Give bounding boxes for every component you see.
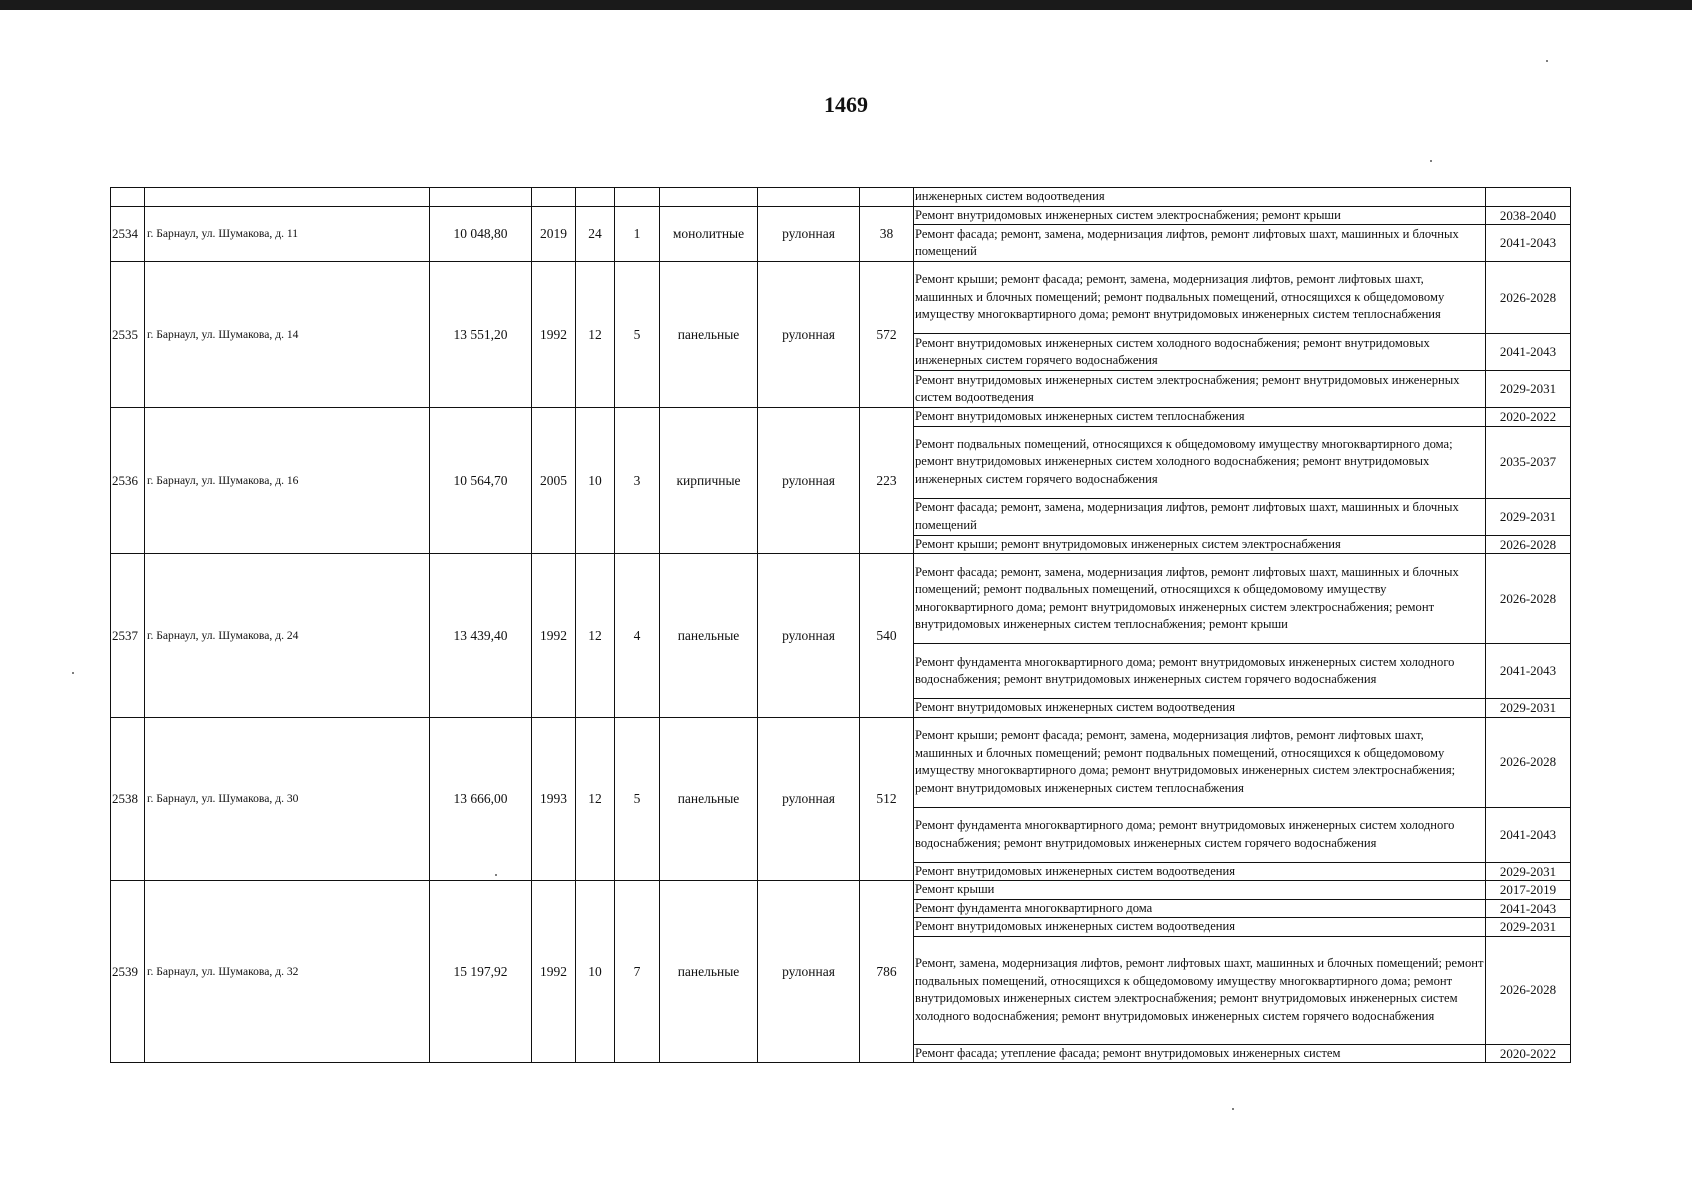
work-description: Ремонт фундамента многоквартирного дома; ремонт внутридомовых инженерных систем холодного водоснабжения; ремонт внутридомовых инженерных систем горячего водоснабжения xyxy=(914,644,1486,699)
table-row xyxy=(111,262,1571,334)
cell-address xyxy=(145,188,430,207)
work-description: Ремонт крыши xyxy=(914,881,1486,900)
cell-residents: 512 xyxy=(860,717,914,881)
scan-top-edge xyxy=(0,0,1692,10)
scan-speck xyxy=(1232,1108,1234,1110)
work-description: Ремонт подвальных помещений, относящихся к общедомовому имуществу многоквартирного дома; ремонт внутридомовых инженерных систем холодного водоснабжения; ремонт внутридомовых инженерных систем горячего водоснабжения xyxy=(914,426,1486,498)
cell-area: 13 666,00 xyxy=(430,717,532,881)
cell-year: 1992 xyxy=(532,881,576,1063)
cell-entrances: 1 xyxy=(615,206,660,262)
cell-roof: рулонная xyxy=(758,206,860,262)
work-description: Ремонт фундамента многоквартирного дома xyxy=(914,899,1486,918)
work-period: 2026-2028 xyxy=(1486,717,1571,807)
work-period: 2029-2031 xyxy=(1486,699,1571,718)
work-description: Ремонт внутридомовых инженерных систем водоотведения xyxy=(914,862,1486,881)
cell-num: 2535 xyxy=(111,262,145,408)
cell-roof: рулонная xyxy=(758,717,860,881)
cell-residents xyxy=(860,188,914,207)
cell-year: 1992 xyxy=(532,554,576,718)
continuation-row xyxy=(111,188,1571,207)
work-period: 2041-2043 xyxy=(1486,644,1571,699)
work-description: инженерных систем водоотведения xyxy=(914,188,1486,207)
cell-address: г. Барнаул, ул. Шумакова, д. 32 xyxy=(145,881,430,1063)
work-period xyxy=(1486,188,1571,207)
work-description: Ремонт внутридомовых инженерных систем электроснабжения; ремонт крыши xyxy=(914,206,1486,225)
cell-floors xyxy=(576,188,615,207)
cell-roof: рулонная xyxy=(758,881,860,1063)
work-period: 2020-2022 xyxy=(1486,408,1571,427)
repair-schedule-table xyxy=(110,187,1571,1063)
work-description: Ремонт внутридомовых инженерных систем водоотведения xyxy=(914,699,1486,718)
work-period: 2029-2031 xyxy=(1486,918,1571,937)
cell-year: 1992 xyxy=(532,262,576,408)
cell-walls: панельные xyxy=(660,717,758,881)
work-description: Ремонт фундамента многоквартирного дома; ремонт внутридомовых инженерных систем холодного водоснабжения; ремонт внутридомовых инженерных систем горячего водоснабжения xyxy=(914,807,1486,862)
cell-walls: панельные xyxy=(660,262,758,408)
cell-residents: 38 xyxy=(860,206,914,262)
cell-year: 2019 xyxy=(532,206,576,262)
cell-year: 2005 xyxy=(532,408,576,554)
cell-walls: панельные xyxy=(660,881,758,1063)
table-row xyxy=(111,717,1571,807)
cell-floors: 10 xyxy=(576,408,615,554)
cell-floors: 24 xyxy=(576,206,615,262)
cell-address: г. Барнаул, ул. Шумакова, д. 14 xyxy=(145,262,430,408)
work-period: 2041-2043 xyxy=(1486,899,1571,918)
cell-residents: 572 xyxy=(860,262,914,408)
table-row xyxy=(111,554,1571,644)
work-period: 2026-2028 xyxy=(1486,936,1571,1044)
work-description: Ремонт крыши; ремонт фасада; ремонт, замена, модернизация лифтов, ремонт лифтовых шахт, машинных и блочных помещений; ремонт подвальных помещений, относящихся к общедомовому имуществу многоквартирного дома; ремонт внутридомовых инженерных систем теплоснабжения xyxy=(914,262,1486,334)
cell-area: 10 564,70 xyxy=(430,408,532,554)
work-period: 2026-2028 xyxy=(1486,554,1571,644)
work-period: 2041-2043 xyxy=(1486,807,1571,862)
work-description: Ремонт фасада; ремонт, замена, модернизация лифтов, ремонт лифтовых шахт, машинных и блочных помещений xyxy=(914,498,1486,535)
work-period: 2035-2037 xyxy=(1486,426,1571,498)
cell-entrances: 3 xyxy=(615,408,660,554)
table-row xyxy=(111,881,1571,900)
cell-walls: монолитные xyxy=(660,206,758,262)
cell-floors: 12 xyxy=(576,262,615,408)
cell-roof: рулонная xyxy=(758,262,860,408)
work-period: 2026-2028 xyxy=(1486,535,1571,554)
cell-floors: 10 xyxy=(576,881,615,1063)
cell-roof: рулонная xyxy=(758,554,860,718)
scan-speck xyxy=(1430,160,1432,162)
cell-entrances: 7 xyxy=(615,881,660,1063)
table-row xyxy=(111,206,1571,225)
work-period: 2029-2031 xyxy=(1486,862,1571,881)
cell-num xyxy=(111,188,145,207)
work-description: Ремонт внутридомовых инженерных систем теплоснабжения xyxy=(914,408,1486,427)
cell-residents: 786 xyxy=(860,881,914,1063)
cell-area: 10 048,80 xyxy=(430,206,532,262)
cell-roof: рулонная xyxy=(758,408,860,554)
work-description: Ремонт фасада; ремонт, замена, модернизация лифтов, ремонт лифтовых шахт, машинных и блочных помещений; ремонт подвальных помещений, относящихся к общедомовому имуществу многоквартирного дома; ремонт внутридомовых инженерных систем электроснабжения; ремонт внутридомовых инженерных систем теплоснабжения; ремонт крыши xyxy=(914,554,1486,644)
cell-year: 1993 xyxy=(532,717,576,881)
cell-walls: панельные xyxy=(660,554,758,718)
scan-speck xyxy=(72,672,74,674)
cell-roof xyxy=(758,188,860,207)
work-description: Ремонт фасада; ремонт, замена, модернизация лифтов, ремонт лифтовых шахт, машинных и блочных помещений xyxy=(914,225,1486,262)
work-description: Ремонт внутридомовых инженерных систем водоотведения xyxy=(914,918,1486,937)
cell-area: 13 551,20 xyxy=(430,262,532,408)
scan-speck xyxy=(1546,60,1548,62)
work-description: Ремонт крыши; ремонт внутридомовых инженерных систем электроснабжения xyxy=(914,535,1486,554)
cell-entrances: 4 xyxy=(615,554,660,718)
work-period: 2029-2031 xyxy=(1486,498,1571,535)
cell-num: 2534 xyxy=(111,206,145,262)
scan-speck xyxy=(495,874,497,876)
cell-entrances xyxy=(615,188,660,207)
work-period: 2026-2028 xyxy=(1486,262,1571,334)
work-period: 2017-2019 xyxy=(1486,881,1571,900)
work-description: Ремонт, замена, модернизация лифтов, ремонт лифтовых шахт, машинных и блочных помещений; ремонт подвальных помещений, относящихся к общедомовому имуществу многоквартирного дома; ремонт внутридомовых инженерных систем электроснабжения; ремонт внутридомовых инженерных систем холодного водоснабжения; ремонт внутридомовых инженерных систем горячего водоснабжения xyxy=(914,936,1486,1044)
cell-num: 2539 xyxy=(111,881,145,1063)
cell-walls xyxy=(660,188,758,207)
work-period: 2041-2043 xyxy=(1486,225,1571,262)
cell-entrances: 5 xyxy=(615,717,660,881)
cell-address: г. Барнаул, ул. Шумакова, д. 30 xyxy=(145,717,430,881)
work-period: 2020-2022 xyxy=(1486,1044,1571,1063)
cell-address: г. Барнаул, ул. Шумакова, д. 24 xyxy=(145,554,430,718)
work-period: 2038-2040 xyxy=(1486,206,1571,225)
cell-area: 15 197,92 xyxy=(430,881,532,1063)
work-period: 2041-2043 xyxy=(1486,334,1571,371)
work-period: 2029-2031 xyxy=(1486,371,1571,408)
work-description: Ремонт крыши; ремонт фасада; ремонт, замена, модернизация лифтов, ремонт лифтовых шахт, машинных и блочных помещений; ремонт подвальных помещений, относящихся к общедомовому имуществу многоквартирного дома; ремонт внутридомовых инженерных систем электроснабжения; ремонт внутридомовых инженерных систем теплоснабжения xyxy=(914,717,1486,807)
cell-address: г. Барнаул, ул. Шумакова, д. 16 xyxy=(145,408,430,554)
cell-address: г. Барнаул, ул. Шумакова, д. 11 xyxy=(145,206,430,262)
cell-residents: 223 xyxy=(860,408,914,554)
cell-entrances: 5 xyxy=(615,262,660,408)
work-description: Ремонт внутридомовых инженерных систем электроснабжения; ремонт внутридомовых инженерных систем водоотведения xyxy=(914,371,1486,408)
cell-area: 13 439,40 xyxy=(430,554,532,718)
cell-floors: 12 xyxy=(576,717,615,881)
work-description: Ремонт фасада; утепление фасада; ремонт внутридомовых инженерных систем xyxy=(914,1044,1486,1063)
page-number: 1469 xyxy=(824,92,868,117)
cell-num: 2537 xyxy=(111,554,145,718)
cell-residents: 540 xyxy=(860,554,914,718)
cell-walls: кирпичные xyxy=(660,408,758,554)
cell-area xyxy=(430,188,532,207)
table-row xyxy=(111,408,1571,427)
cell-year xyxy=(532,188,576,207)
work-description: Ремонт внутридомовых инженерных систем холодного водоснабжения; ремонт внутридомовых инженерных систем горячего водоснабжения xyxy=(914,334,1486,371)
cell-num: 2538 xyxy=(111,717,145,881)
cell-floors: 12 xyxy=(576,554,615,718)
cell-num: 2536 xyxy=(111,408,145,554)
